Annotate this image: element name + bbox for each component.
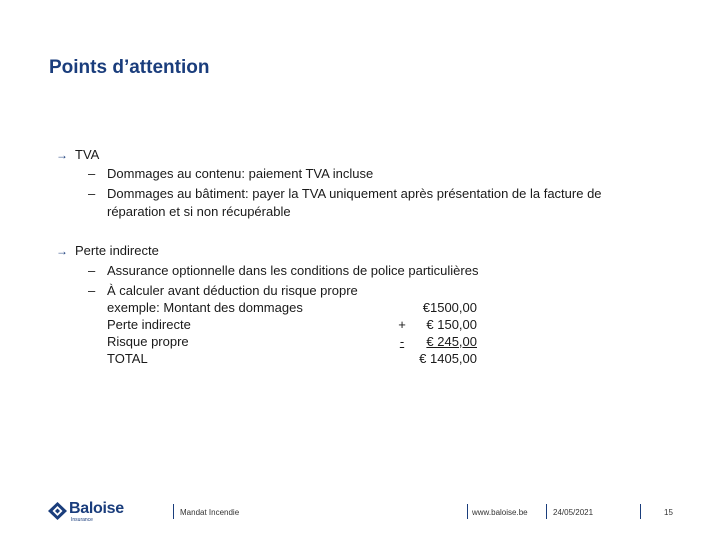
arrow-right-icon: → <box>56 148 68 162</box>
sub-item-text: Dommages au contenu: paiement TVA incluse <box>107 166 374 181</box>
baloise-logo-icon <box>48 502 67 520</box>
calc-value: € 150,00 <box>426 317 477 332</box>
footer-divider <box>173 504 174 519</box>
page-number: 15 <box>664 508 673 517</box>
calc-row-deductible <box>107 334 477 351</box>
sub-item-text: À calculer avant déduction du risque propre <box>107 283 358 298</box>
dash-icon: – <box>88 166 96 181</box>
baloise-logo <box>48 500 138 526</box>
footer-divider <box>467 504 468 519</box>
calc-row-damages <box>107 300 477 317</box>
brand-name: Baloise <box>69 500 124 517</box>
footer-divider <box>640 504 641 519</box>
footer-date: 24/05/2021 <box>553 508 594 517</box>
calc-row-total <box>107 351 477 368</box>
calc-row-indirect-loss <box>107 317 477 334</box>
footer-topic: Mandat Incendie <box>180 508 240 517</box>
calc-label: Risque propre <box>107 334 189 349</box>
brand-subtitle: Insurance <box>71 517 93 523</box>
dash-icon: – <box>88 283 96 298</box>
calc-operator: + <box>398 317 406 332</box>
calc-label: Perte indirecte <box>107 317 191 332</box>
page-title: Points d’attention <box>49 57 210 78</box>
calc-value: € 1405,00 <box>419 351 477 366</box>
calc-operator: - <box>399 334 405 349</box>
bullet-label: Perte indirecte <box>75 243 159 258</box>
calc-value: €1500,00 <box>422 300 477 315</box>
calc-label: TOTAL <box>107 351 148 366</box>
dash-icon: – <box>88 186 96 201</box>
sub-item-text: Assurance optionnelle dans les conditions de police particulières <box>107 263 479 278</box>
bullet-label: TVA <box>75 147 100 162</box>
arrow-right-icon: → <box>56 244 68 258</box>
footer-website: www.baloise.be <box>472 508 528 517</box>
calc-label: exemple: Montant des dommages <box>107 300 303 315</box>
calc-value: € 245,00 <box>426 334 477 349</box>
footer <box>0 500 720 526</box>
sub-item-text: Dommages au bâtiment: payer la TVA uniquement après présentation de la facture de réparation et si non récupérable <box>107 186 602 219</box>
footer-divider <box>546 504 547 519</box>
dash-icon: – <box>88 263 96 278</box>
